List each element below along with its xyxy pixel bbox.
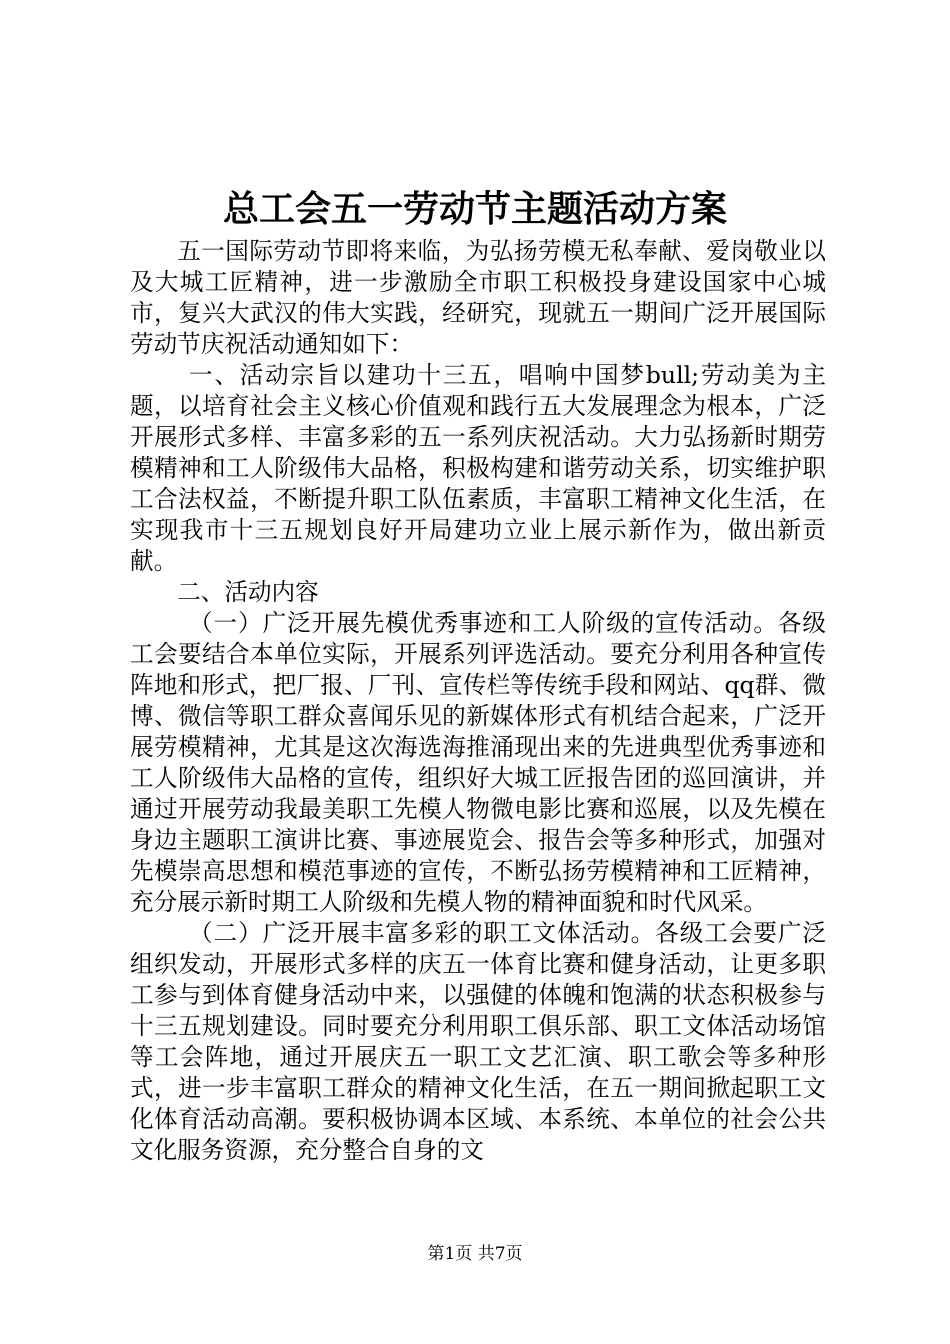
paragraph-intro: 五一国际劳动节即将来临，为弘扬劳模无私奉献、爱岗敬业以及大城工匠精神，进一步激励全市职工积极投身建设国家中心城市，复兴大武汉的伟大实践，经研究，现就五一期间广泛开展国际劳动节庆祝活动通知如下： xyxy=(130,237,826,358)
document-title: 总工会五一劳动节主题活动方案 xyxy=(222,188,727,230)
paragraph-section-2-heading: 二、活动内容 xyxy=(177,578,319,606)
page-number-footer: 第1页 共7页 xyxy=(427,1244,523,1264)
document-body xyxy=(130,236,826,1166)
paragraph-item-1: （一）广泛开展先模优秀事迹和工人阶级的宣传活动。各级工会要结合本单位实际，开展系列评选活动。要充分利用各种宣传阵地和形式，把厂报、厂刊、宣传栏等传统手段和网站、qq群、微博、微信等职工群众喜闻乐见的新媒体形式有机结合起来，广泛开展劳模精神，尤其是这次海选海推涌现出来的先进典型优秀事迹和工人阶级伟大品格的宣传，组织好大城工匠报告团的巡回演讲，并通过开展劳动我最美职工先模人物微电影比赛和巡展，以及先模在身边主题职工演讲比赛、事迹展览会、报告会等多种形式，加强对先模崇高思想和模范事迹的宣传，不断弘扬劳模精神和工匠精神，充分展示新时期工人阶级和先模人物的精神面貌和时代风采。 xyxy=(130,609,826,916)
paragraph-item-2: （二）广泛开展丰富多彩的职工文体活动。各级工会要广泛组织发动，开展形式多样的庆五一体育比赛和健身活动，让更多职工参与到体育健身活动中来，以强健的体魄和饱满的状态积极参与十三五规划建设。同时要充分利用职工俱乐部、职工文体活动场馆等工会阵地，通过开展庆五一职工文艺汇演、职工歌会等多种形式，进一步丰富职工群众的精神文化生活，在五一期间掀起职工文化体育活动高潮。要积极协调本区域、本系统、本单位的社会公共文化服务资源，充分整合自身的文 xyxy=(130,919,826,1164)
paragraph-section-1: 一、活动宗旨以建功十三五，唱响中国梦bull;劳动美为主题，以培育社会主义核心价值观和践行五大发展理念为根本，广泛开展形式多样、丰富多彩的五一系列庆祝活动。大力弘扬新时期劳模精神和工人阶级伟大品格，积极构建和谐劳动关系，切实维护职工合法权益，不断提升职工队伍素质，丰富职工精神文化生活，在实现我市十三五规划良好开局建功立业上展示新作为，做出新贡献。 xyxy=(130,361,826,575)
